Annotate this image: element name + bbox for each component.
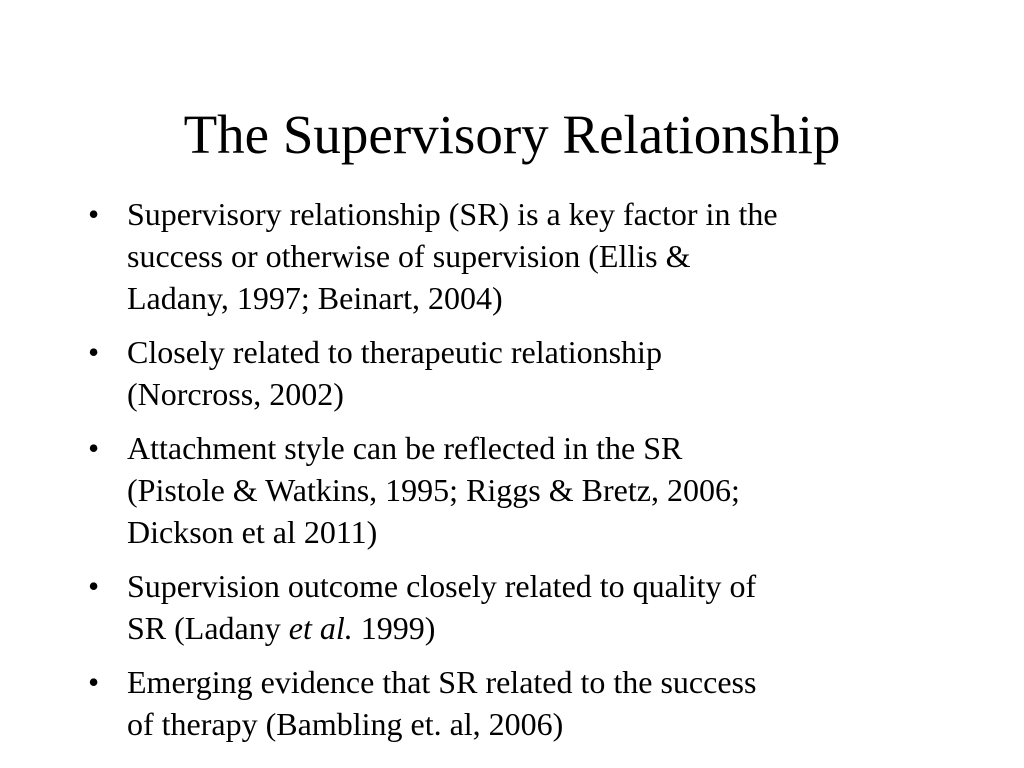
bullet-line: Attachment style can be reflected in the SR <box>127 430 683 466</box>
bullet-item <box>80 427 980 553</box>
bullet-icon: • <box>88 664 100 700</box>
bullet-text <box>127 334 662 412</box>
bullet-line: (Norcross, 2002) <box>127 376 344 412</box>
bullet-line: Ladany, 1997; Beinart, 2004) <box>127 280 503 316</box>
bullet-icon: • <box>88 334 100 370</box>
bullet-line: Supervision outcome closely related to quality of <box>127 568 757 604</box>
bullet-line-start: SR (Ladany <box>127 610 289 646</box>
bullet-line: Closely related to therapeutic relationship <box>127 334 662 370</box>
bullet-icon: • <box>88 568 100 604</box>
bullet-text <box>127 568 756 646</box>
bullet-line: Emerging evidence that SR related to the success <box>127 664 757 700</box>
bullet-item <box>80 565 980 649</box>
bullet-item <box>80 331 980 415</box>
bullet-line: Dickson et al 2011) <box>127 514 378 550</box>
bullet-item <box>80 661 980 745</box>
bullet-text <box>127 430 740 550</box>
citation-italic: et al. <box>288 610 353 646</box>
bullet-line: of therapy (Bambling et. al, 2006) <box>127 706 564 742</box>
bullet-text <box>127 664 756 742</box>
bullet-list <box>80 193 980 757</box>
slide-title: The Supervisory Relationship <box>183 104 841 165</box>
bullet-line-end: 1999) <box>352 610 436 646</box>
bullet-line: (Pistole & Watkins, 1995; Riggs & Bretz, 2006; <box>127 472 740 508</box>
bullet-icon: • <box>88 430 100 466</box>
bullet-text <box>127 196 778 316</box>
bullet-line: Supervisory relationship (SR) is a key factor in the <box>127 196 778 232</box>
bullet-icon: • <box>88 196 100 232</box>
bullet-line: success or otherwise of supervision (Ellis & <box>127 238 691 274</box>
bullet-item <box>80 193 980 319</box>
